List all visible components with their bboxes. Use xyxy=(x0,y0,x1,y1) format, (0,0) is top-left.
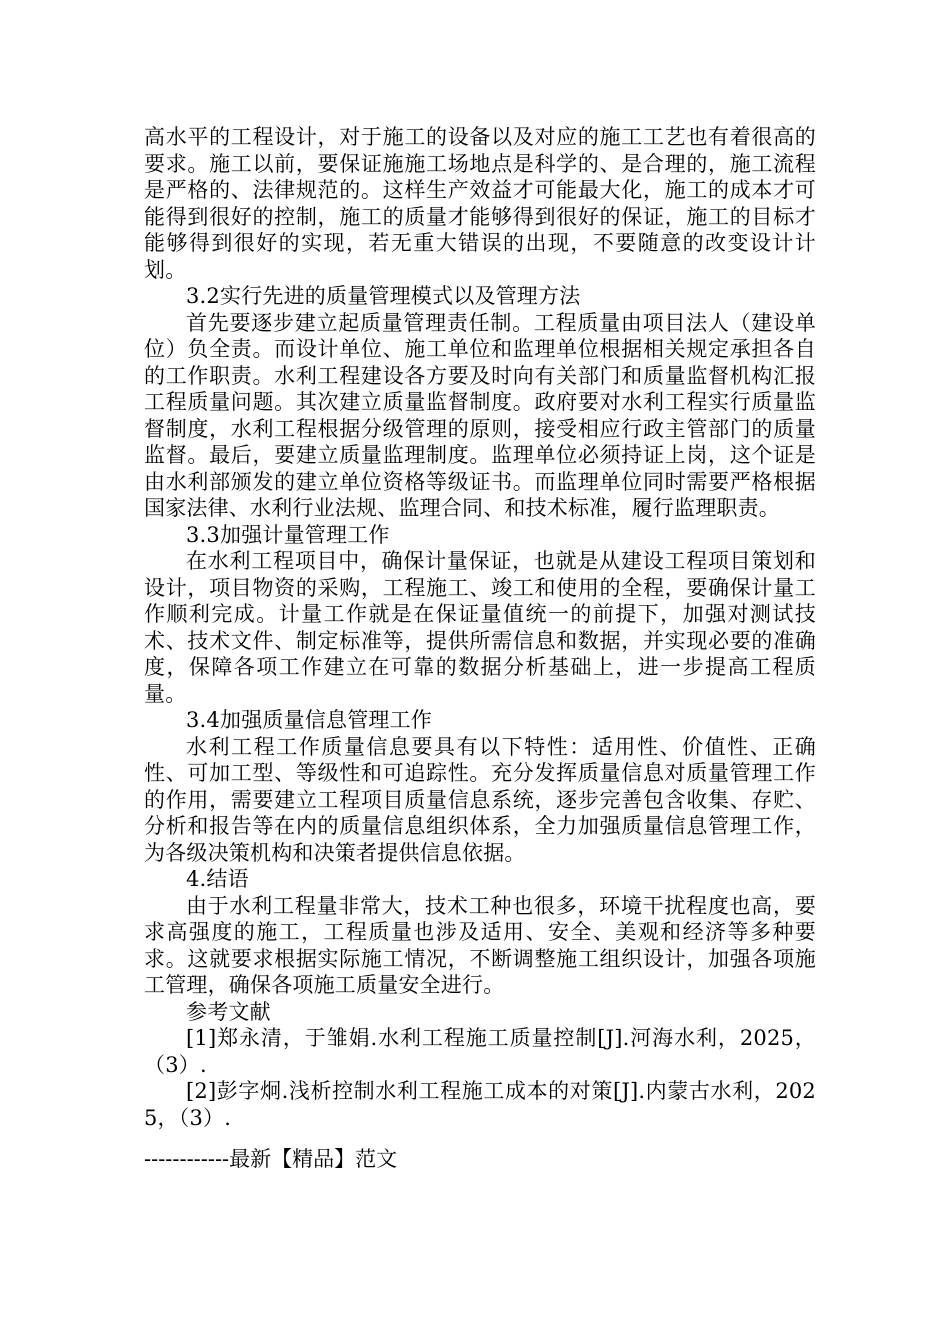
section-heading-3-2: 3.2实行先进的质量管理模式以及管理方法 xyxy=(186,284,581,308)
references-heading: 参考文献 xyxy=(186,999,271,1024)
body-paragraph: 首先要逐步建立起质量管理责任制。工程质量由项目法人（建设单位）负全责。而设计单位、施工单位和监理单位根据相关规定承担各自的工作职责。水利工程建设各方要及时向有关部门和质量监督机构汇报工程质量问题。其次建立质量监督制度。政府要对水利工程实行质量监督制度，水利工程根据分级管理的原则，接受相应行政主管部门的质量监督。最后，要建立质量监理制度。监理单位必须持证上岗，这个证是由水利部颁发的建立单位资格等级证书。而监理单位同时需要严格根据国家法律、水利行业法规、监理合同、和技术标准，履行监理职责。 xyxy=(144,310,816,520)
reference-item: [1]郑永清，于雏娟.水利工程施工质量控制[J].河海水利，2025，（3）. xyxy=(144,1026,816,1077)
section-heading-4: 4.结语 xyxy=(186,867,249,891)
document-body xyxy=(144,124,816,1131)
section-heading-3-3: 3.3加强计量管理工作 xyxy=(186,522,390,547)
section-heading-3-4: 3.4加强质量信息管理工作 xyxy=(186,708,432,732)
body-paragraph: 水利工程工作质量信息要具有以下特性：适用性、价值性、正确性、可加工型、等级性和可追踪性。充分发挥质量信息对质量管理工作的作用，需要建立工程项目质量信息系统，逐步完善包含收集、存贮、分析和报告等在内的质量信息组织体系，全力加强质量信息管理工作，为各级决策机构和决策者提供信息依据。 xyxy=(144,734,816,865)
body-paragraph: 在水利工程项目中，确保计量保证，也就是从建设工程项目策划和设计，项目物资的采购，工程施工、竣工和使用的全程，要确保计量工作顺利完成。计量工作就是在保证量值统一的前提下，加强对测试技术、技术文件、制定标准等，提供所需信息和数据，并实现必要的准确度，保障各项工作建立在可靠的数据分析基础上，进一步提高工程质量。 xyxy=(144,549,816,706)
reference-item: [2]彭字炯.浅析控制水利工程施工成本的对策[J].内蒙古水利，2025，（3）. xyxy=(144,1079,816,1130)
body-paragraph: 高水平的工程设计，对于施工的设备以及对应的施工工艺也有着很高的要求。施工以前，要保证施施工场地点是科学的、是合理的，施工流程是严格的、法律规范的。这样生产效益才可能最大化，施工的成本才可能得到很好的控制，施工的质量才能够得到很好的保证，施工的目标才能够得到很好的实现，若无重大错误的出现，不要随意的改变设计计划。 xyxy=(144,125,816,282)
body-paragraph: 由于水利工程量非常大，技术工种也很多，环境干扰程度也高，要求高强度的施工，工程质量也涉及适用、安全、美观和经济等多种要求。这就要求根据实际施工情况，不断调整施工组织设计，加强各项施工管理，确保各项施工质量安全进行。 xyxy=(144,893,816,997)
footer-label: ------------最新【精品】范文 xyxy=(144,1147,398,1171)
